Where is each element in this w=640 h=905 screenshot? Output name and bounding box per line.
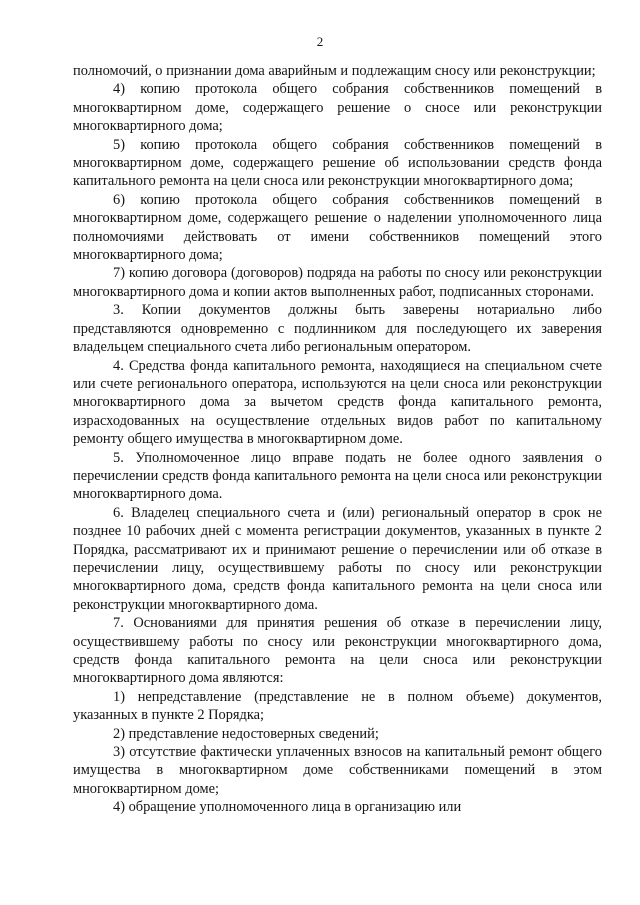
paragraph: полномочий, о признании дома аварийным и подлежащим сносу или реконструкции;: [73, 63, 596, 79]
paragraph: 5) копию протокола общего собрания собственников помещений в многоквартирном доме, содержащего решение об использовании средств фонда капитального ремонта на цели сноса или реконструкции многоквартирного дома;: [73, 136, 602, 190]
paragraph: 5. Уполномоченное лицо вправе подать не более одного заявления о перечислении средств фонда капитального ремонта на цели сноса или реконструкции многоквартирного дома.: [73, 449, 602, 503]
paragraph: 3. Копии документов должны быть заверены нотариально либо представляются одновременно с подлинником для последующего их заверения владельцем специального счета либо региональным оператором.: [73, 302, 602, 356]
paragraph: 4) копию протокола общего собрания собственников помещений в многоквартирном доме, содержащего решение о сносе или реконструкции многоквартирного дома;: [73, 81, 602, 135]
paragraph: 7) копию договора (договоров) подряда на работы по сносу или реконструкции многоквартирного дома и копии актов выполненных работ, подписанных сторонами.: [73, 265, 602, 300]
paragraph: 4. Средства фонда капитального ремонта, находящиеся на специальном счете или счете регионального оператора, используются на цели сноса или реконструкции многоквартирного дома за вычетом средств фонда капитального ремонта, израсходованных на осуществление отдельных видов работ по капитальному ремонту общего имущества в многоквартирном доме.: [73, 357, 602, 448]
paragraph: 6. Владелец специального счета и (или) региональный оператор в срок не позднее 10 рабочих дней с момента регистрации документов, указанных в пункте 2 Порядка, рассматривают их и принимают решение о перечислении или об отказе в перечислении лицу, осуществившему работы по сносу или реконструкции многоквартирного дома, средств фонда капитального ремонта на цели сноса или реконструкции многоквартирного дома.: [73, 504, 602, 613]
paragraph: 2) представление недостоверных сведений;: [113, 725, 379, 742]
paragraph: 1) непредставление (представление не в полном объеме) документов, указанных в пункте 2 Порядка;: [73, 688, 602, 724]
paragraph: 3) отсутствие фактически уплаченных взносов на капитальный ремонт общего имущества в многоквартирном доме собственниками помещений в этом многоквартирном доме;: [73, 744, 602, 797]
paragraph: 6) копию протокола общего собрания собственников помещений в многоквартирном доме, содержащего решение о наделении уполномоченного лица полномочиями действовать от имени собственников помещений этого многоквартирного дома;: [73, 191, 602, 264]
page-number: 2: [316, 34, 324, 49]
paragraph: 7. Основаниями для принятия решения об отказе в перечислении лицу, осуществившему работы по сносу или реконструкции многоквартирного дома, средств фонда капитального ремонта на цели сноса или реконструкции многоквартирного дома являются:: [73, 615, 602, 687]
paragraph: 4) обращение уполномоченного лица в организацию или: [113, 799, 462, 816]
